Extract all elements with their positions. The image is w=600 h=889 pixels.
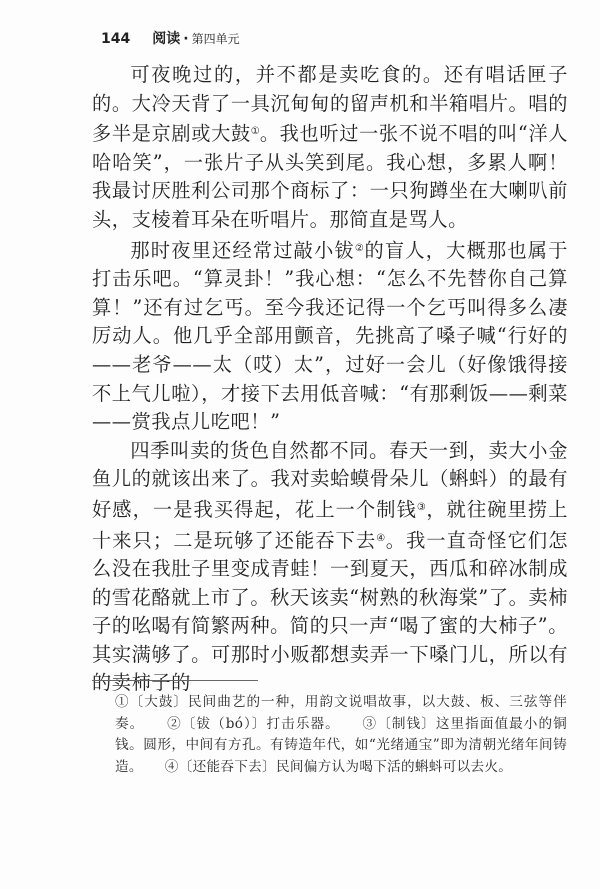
footnote-marker: ①: [115, 694, 130, 710]
paragraph-text: 那时夜里还经常过敲小钹: [130, 238, 355, 262]
footnote-term: 〔制钱〕: [377, 715, 436, 732]
footnote-text: 打击乐器。: [266, 715, 340, 732]
footnote-divider: [92, 680, 258, 681]
header-separator: ·: [183, 31, 189, 47]
footnote-ref[interactable]: ③: [416, 501, 427, 513]
paragraph-text: 的盲人，大概那也属于打击乐吧。“算灵卦！”我心想：“怎么不先替你自己算算！”还有过乞丐。至今我还记得一个乞丐叫得多么凄厉动人。他几乎全部用颤音，先挑高了嗓子喊“行好的——老爷——太（哎）太”，过好一会儿（好像饿得接不上气儿啦），才接下去用低音喊：“有那剩饭——剩菜——赏我点儿吃吧！”: [92, 238, 569, 434]
footnote-text: 民间曲艺的一种，用韵文说唱故事，以大鼓、板、三弦等伴奏。: [115, 694, 567, 732]
paragraph: [92, 437, 568, 698]
paragraph-text: 可夜晚过的，并不都是卖吃食的。还有唱话匣子的。大冷天背了一具沉甸甸的留声机和半箱唱片。唱的多半是京剧或大鼓: [92, 63, 568, 146]
footnote-term: 〔还能吞下去〕: [178, 758, 276, 775]
footnote-text: 这里指面值最小的铜钱。圆形，中间有方孔。有铸造年代，如“光绪通宝”即为清朝光绪年间铸造。: [115, 715, 568, 775]
footnote-ref[interactable]: ①: [250, 126, 260, 138]
footnote-term: 〔钹（bó）〕: [181, 715, 267, 732]
paragraph-text: 四季叫卖的货色自然都不同。春天一到，卖大小金鱼儿的就该出来了。我对卖蛤蟆骨朵儿（蝌蚪）的最有好感，一是我买得起，花上一个制钱: [92, 438, 568, 521]
footnote-text: 民间偏方认为喝下活的蝌蚪可以去火。: [275, 758, 513, 775]
footnotes: [115, 692, 567, 778]
footnote-marker: ③: [361, 715, 378, 732]
paragraph-text: 。我也听过一张不说不唱的叫“洋人哈哈笑”，一张片子从头笑到尾。我心想，多累人啊！我最讨厌胜利公司那个商标了：一只狗蹲坐在大喇叭前头，支棱着耳朵在听唱片。那简直是骂人。: [92, 122, 568, 231]
section-title: 阅读: [152, 31, 181, 47]
footnote-4: [165, 759, 512, 775]
footnote-2: [166, 716, 339, 732]
unit-title: 第四单元: [191, 32, 240, 46]
page-header: [101, 28, 240, 48]
page-number: 144: [101, 31, 131, 47]
footnote-marker: ④: [164, 758, 179, 775]
footnote-marker: ②: [166, 715, 182, 732]
paragraph-text: 。我一直奇怪它们怎么没在我肚子里变成青蛙！一到夏天，西瓜和碎冰制成的雪花酪就上市了。秋天该卖“树熟的秋海棠”了。卖柿子的吆喝有简繁两种。简的只一声“喝了蜜的大柿子”。其实满够了。可那时小贩都想卖弄一下嗓门儿，所以有的卖柿子的: [92, 528, 568, 695]
paragraph: [92, 235, 568, 437]
paragraph-text: ，就往碗里捞上十来只；二是玩够了还能吞下去: [92, 497, 568, 552]
main-text: [92, 61, 568, 698]
footnote-term: 〔大鼓〕: [129, 694, 189, 710]
paragraph: [92, 61, 568, 235]
footnote-ref[interactable]: ②: [354, 242, 365, 254]
footnote-ref[interactable]: ④: [376, 532, 386, 544]
